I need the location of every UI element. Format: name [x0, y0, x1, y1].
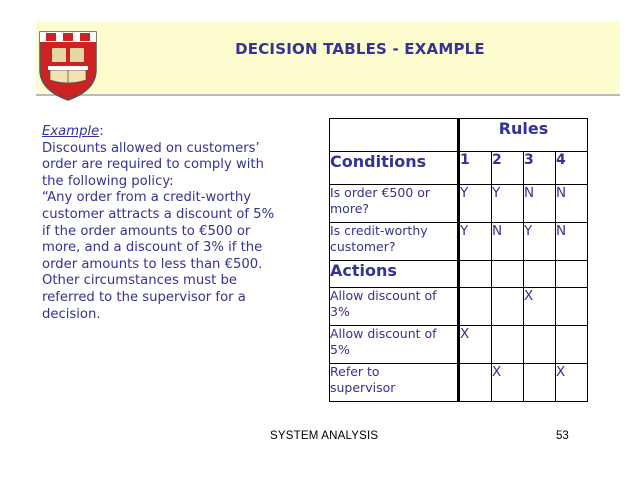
action-value [524, 326, 556, 364]
condition-value: Y [492, 185, 524, 223]
label-line: more? [330, 201, 370, 216]
label-line: 3% [330, 304, 350, 319]
condition-value: Y [459, 223, 492, 261]
label-line: Allow discount of [330, 326, 437, 341]
label-line: Allow discount of [330, 288, 437, 303]
rule-number: 4 [556, 152, 588, 185]
page-title: DECISION TABLES - EXAMPLE [235, 40, 485, 58]
blank-header-cell [330, 119, 459, 152]
conditions-header: Conditions [330, 152, 459, 185]
rules-header: Rules [459, 119, 588, 152]
empty-cell [492, 261, 524, 288]
example-heading [42, 124, 292, 141]
empty-cell [524, 261, 556, 288]
label-line: customer? [330, 239, 396, 254]
action-label [330, 364, 459, 402]
empty-cell [556, 261, 588, 288]
rule-number: 2 [492, 152, 524, 185]
action-value [556, 326, 588, 364]
conditions-header-row [330, 152, 588, 185]
decision-table [329, 118, 588, 402]
header-bar [36, 22, 620, 96]
condition-row [330, 223, 588, 261]
university-crest-icon [38, 30, 98, 102]
rules-header-row [330, 119, 588, 152]
condition-value: Y [524, 223, 556, 261]
body-line: if the order amounts to €500 or [42, 223, 251, 239]
body-line: customer attracts a discount of 5% [42, 206, 275, 222]
action-value [556, 288, 588, 326]
body-line: referred to the supervisor for a [42, 289, 246, 305]
condition-value: Y [459, 185, 492, 223]
body-line: “Any order from a credit-worthy [42, 190, 252, 206]
body-line: decision. [42, 306, 101, 322]
action-value: X [524, 288, 556, 326]
label-line: Is order €500 or [330, 185, 431, 200]
condition-row [330, 185, 588, 223]
condition-value: N [556, 185, 588, 223]
action-value [524, 364, 556, 402]
action-value [492, 288, 524, 326]
action-value: X [492, 364, 524, 402]
action-row [330, 326, 588, 364]
label-line: Refer to [330, 364, 380, 379]
body-line: more, and a discount of 3% if the [42, 240, 263, 256]
action-row [330, 288, 588, 326]
action-value: X [556, 364, 588, 402]
actions-header-row [330, 261, 588, 288]
rule-number: 1 [459, 152, 492, 185]
body-line: Discounts allowed on customers’ [42, 140, 260, 156]
condition-label [330, 223, 459, 261]
action-value [459, 364, 492, 402]
action-value [459, 288, 492, 326]
page-number: 53 [556, 430, 569, 442]
action-value: X [459, 326, 492, 364]
condition-value: N [492, 223, 524, 261]
example-label: Example [42, 124, 100, 139]
action-label [330, 288, 459, 326]
condition-label [330, 185, 459, 223]
footer-title: SYSTEM ANALYSIS [270, 430, 379, 442]
body-line: Other circumstances must be [42, 273, 237, 289]
body-line: the following policy: [42, 173, 174, 189]
label-line: 5% [330, 342, 350, 357]
label-line: supervisor [330, 380, 396, 395]
rule-number: 3 [524, 152, 556, 185]
body-line: order amounts to less than €500. [42, 256, 263, 272]
example-text [42, 124, 292, 323]
actions-header: Actions [330, 261, 459, 288]
action-label [330, 326, 459, 364]
body-line: order are required to comply with [42, 157, 264, 173]
action-row [330, 364, 588, 402]
empty-cell [459, 261, 492, 288]
example-colon: : [99, 124, 104, 139]
label-line: Is credit-worthy [330, 223, 428, 238]
condition-value: N [524, 185, 556, 223]
condition-value: N [556, 223, 588, 261]
action-value [492, 326, 524, 364]
